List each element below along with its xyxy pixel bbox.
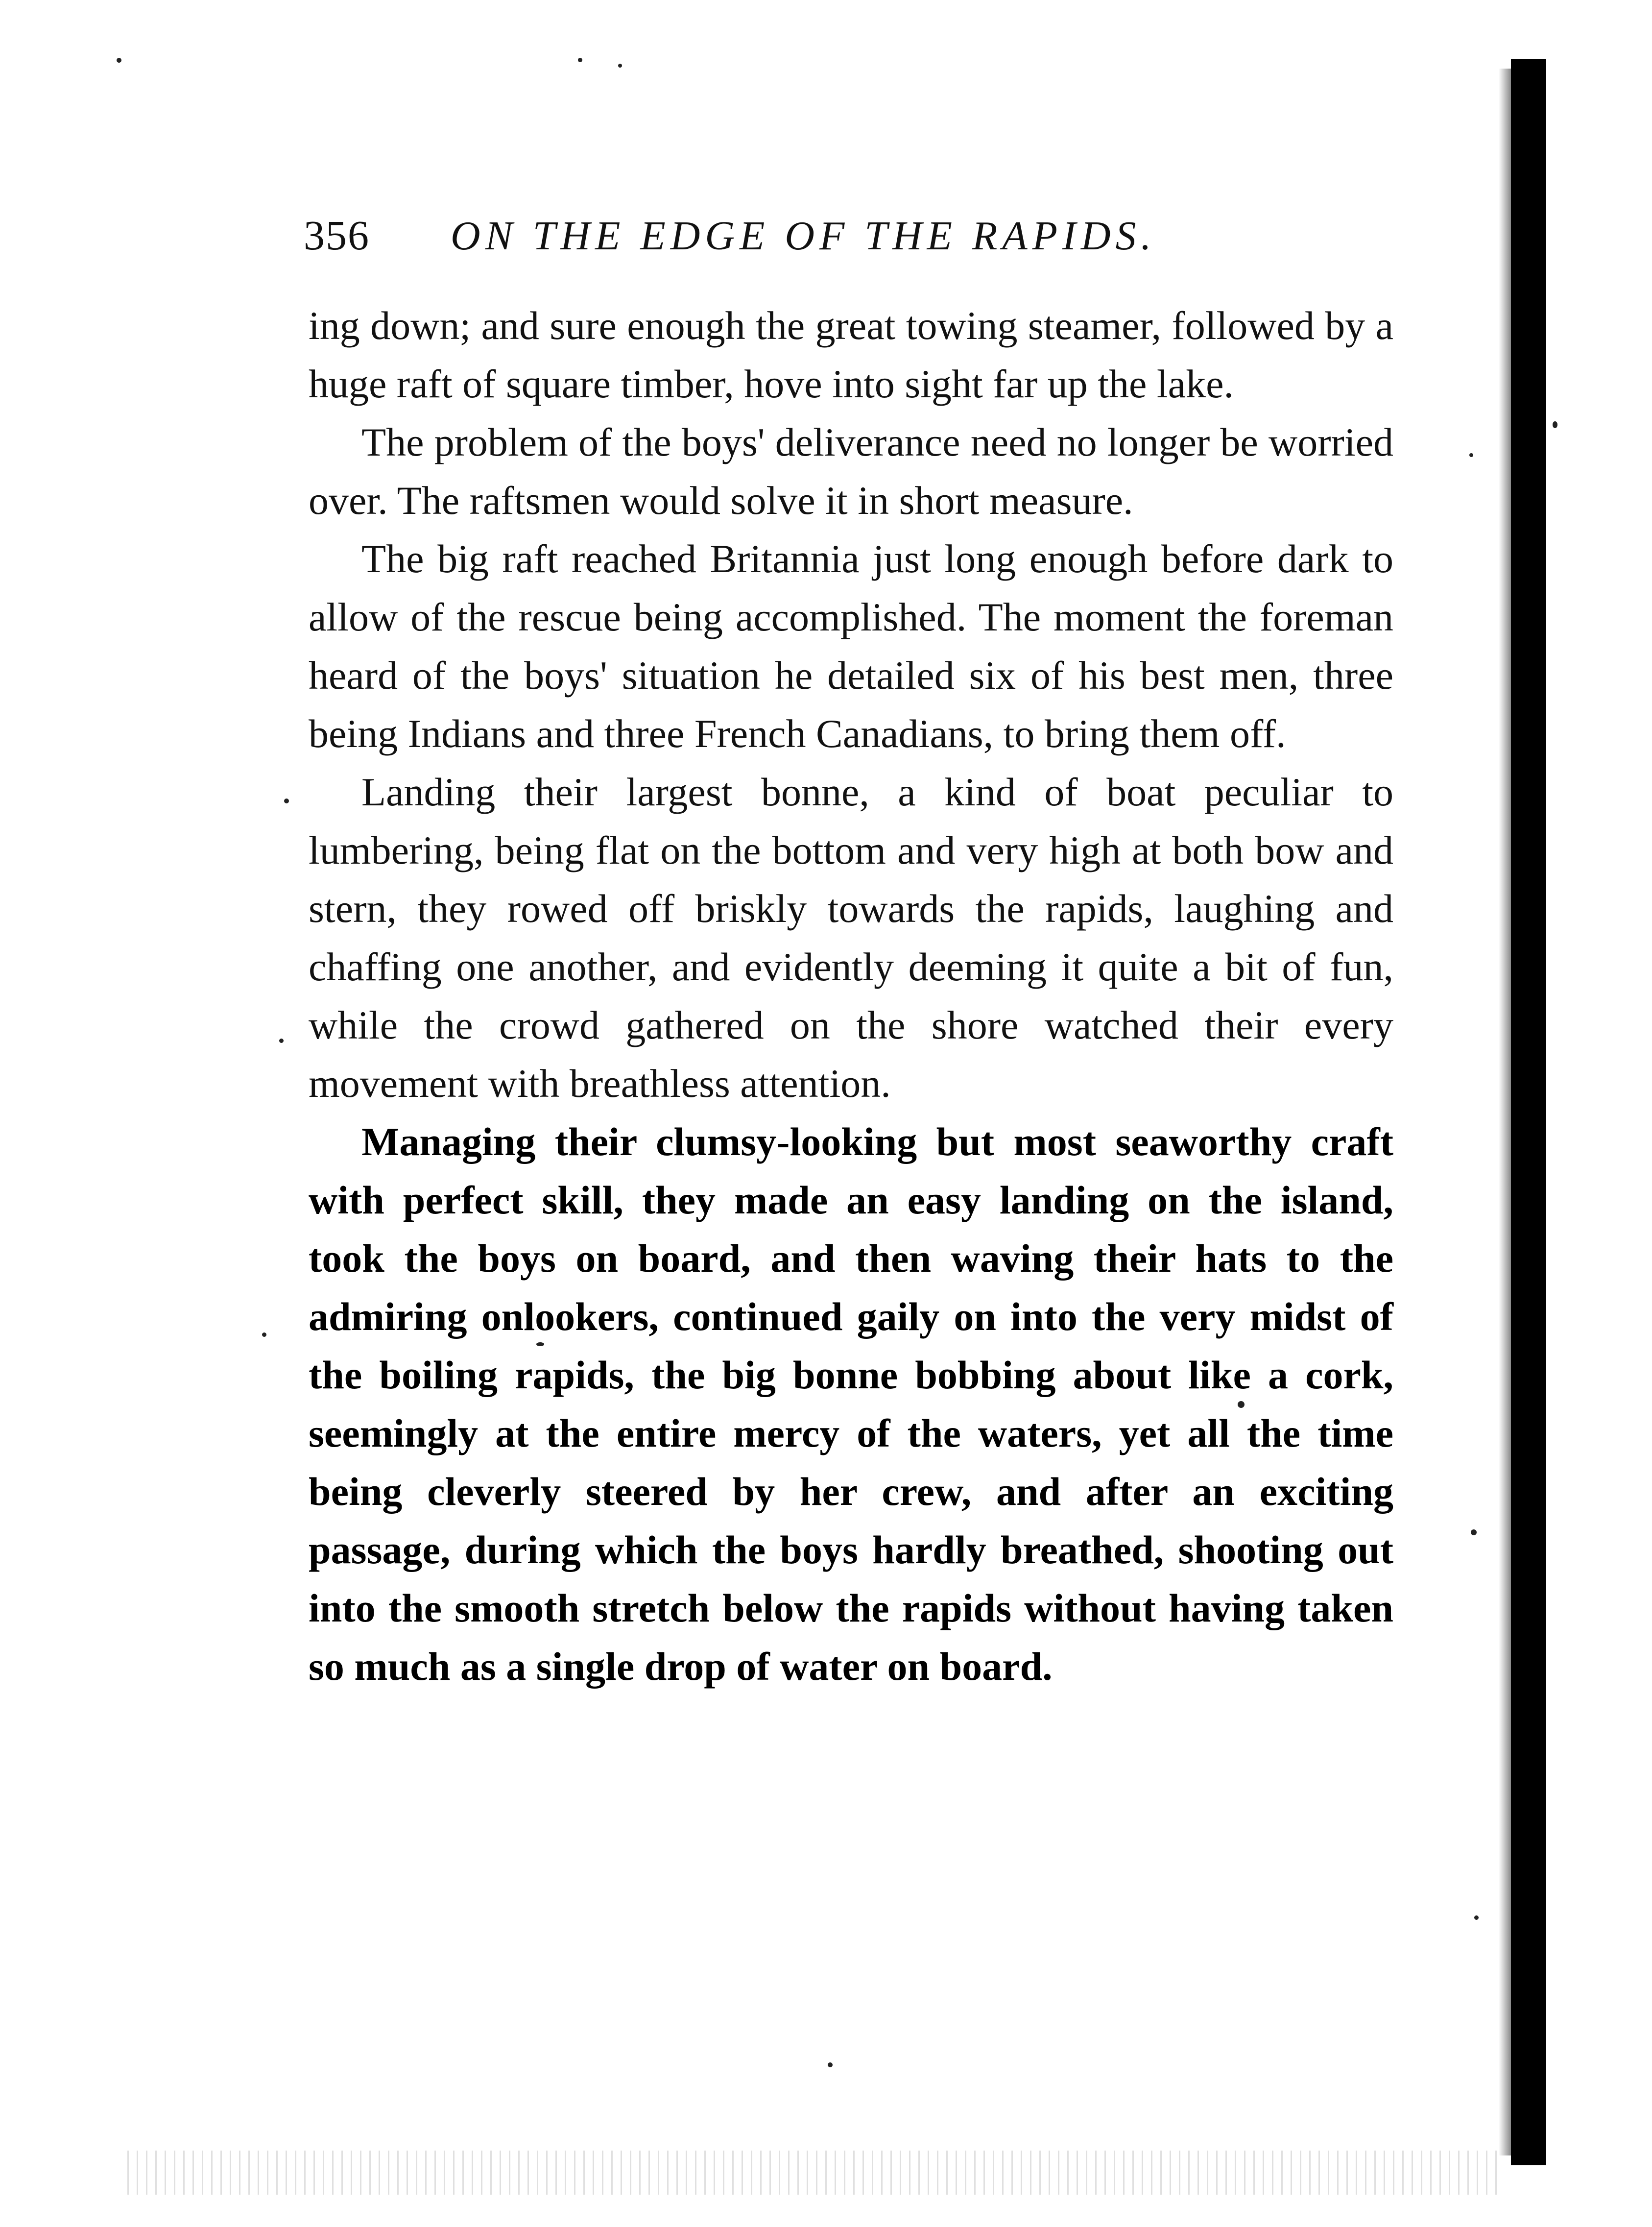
paragraph-3: The big raft reached Britannia just long enough before dark to allow of the rescue being accomplished. The moment the foreman heard of the boys' situation he detailed six of his best men, three being Indians and three French Canadians, to bring them off. bbox=[309, 536, 1393, 756]
scan-speck bbox=[1238, 1401, 1245, 1408]
scan-noise-bottom bbox=[127, 2151, 1499, 2195]
paragraph-4: Landing their largest bonne, a kind of boat peculiar to lumbering, being flat on the bottom and very high at both bow and stern, they rowed off briskly towards the rapids, laughing and chaffing one another, and evidently deeming it quite a bit of fun, while the crowd gathered on the shore watched their every movement with breathless attention. bbox=[309, 770, 1393, 1106]
scan-speck bbox=[536, 1342, 544, 1346]
page-number: 356 bbox=[304, 212, 370, 259]
scan-speck bbox=[618, 64, 622, 68]
paragraph-2: The problem of the boys' deliverance need no longer be worried over. The raftsmen would solve it in short measure. bbox=[309, 420, 1393, 523]
scan-speck bbox=[1553, 421, 1557, 428]
paragraph-5: Managing their clumsy-looking but most seaworthy craft with perfect skill, they made an easy landing on the island, took the boys on board, and then waving their hats to the admiring onlookers, continued gaily on into the very midst of the boiling rapids, the big bonne bobbing about like a cork, seemingly at the entire mercy of the waters, yet all the time being cleverly steered by her crew, and after an exciting passage, during which the boys hardly breathed, shooting out into the smooth stretch below the rapids without having taken so much as a single drop of water on board. bbox=[309, 1119, 1393, 1689]
scan-speck bbox=[1469, 453, 1473, 457]
binding-edge bbox=[1511, 59, 1546, 2165]
scan-speck bbox=[578, 58, 582, 62]
scan-speck bbox=[284, 799, 289, 803]
scan-speck bbox=[1474, 1915, 1479, 1920]
scan-speck bbox=[279, 1039, 284, 1043]
scan-speck bbox=[117, 58, 121, 63]
paragraph-1: ing down; and sure enough the great towing steamer, followed by a huge raft of square timber, hove into sight far up the lake. bbox=[309, 303, 1393, 406]
body-text bbox=[309, 296, 1393, 1695]
running-head-title: ON THE EDGE OF THE RAPIDS. bbox=[451, 213, 1156, 259]
scan-speck bbox=[1471, 1529, 1477, 1535]
running-head bbox=[304, 211, 1401, 279]
scan-speck bbox=[828, 2062, 833, 2067]
scan-speck bbox=[262, 1332, 266, 1337]
